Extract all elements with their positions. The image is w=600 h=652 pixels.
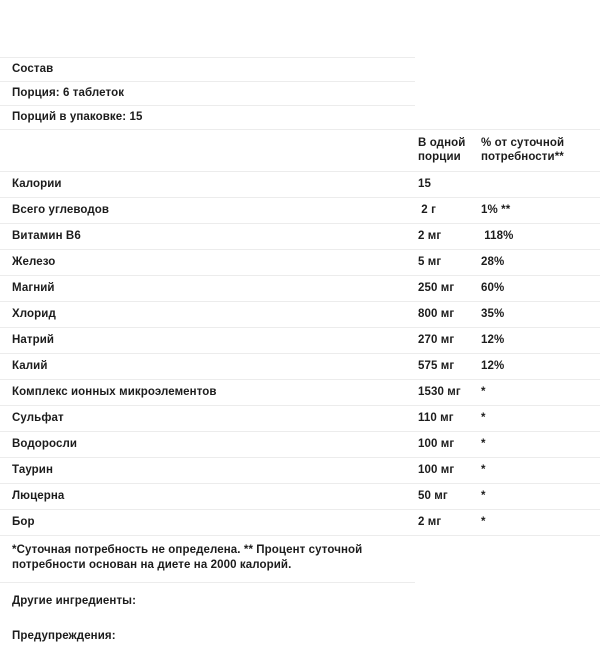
- table-row: [0, 509, 600, 535]
- nutrient-amount: 1530 мг: [418, 386, 461, 398]
- table-row: [0, 457, 600, 483]
- nutrient-amount: 2 г: [418, 204, 436, 216]
- warnings-label: Предупреждения:: [12, 630, 116, 642]
- nutrient-daily-value: *: [481, 412, 486, 424]
- nutrient-name: Витамин B6: [12, 230, 81, 242]
- table-row: [0, 301, 600, 327]
- table-row: [0, 431, 600, 457]
- nutrient-daily-value: 60%: [481, 282, 505, 294]
- summary-row-servings-per-container: [0, 105, 600, 129]
- nutrient-daily-value: 12%: [481, 360, 505, 372]
- nutrient-name: Железо: [12, 256, 56, 268]
- table-row: [0, 405, 600, 431]
- table-header-row: [0, 129, 600, 171]
- warnings-row: [0, 617, 600, 652]
- nutrient-name: Бор: [12, 516, 35, 528]
- table-header-amount: В одной порции: [418, 137, 466, 163]
- nutrient-amount: 100 мг: [418, 438, 455, 450]
- nutrient-name: Натрий: [12, 334, 55, 346]
- nutrient-amount: 110 мг: [418, 412, 454, 424]
- nutrient-amount: 100 мг: [418, 464, 455, 476]
- summary-label: Порция: 6 таблеток: [12, 87, 125, 99]
- table-header-daily-value: % от суточной потребности**: [481, 137, 565, 163]
- nutrient-daily-value: 35%: [481, 308, 505, 320]
- summary-row-serving-size: [0, 81, 600, 105]
- other-ingredients-label: Другие ингредиенты:: [12, 595, 137, 607]
- nutrient-name: Люцерна: [12, 490, 65, 502]
- nutrient-name: Хлорид: [12, 308, 56, 320]
- table-row: [0, 197, 600, 223]
- nutrient-amount: 15: [418, 178, 431, 190]
- table-row: [0, 379, 600, 405]
- nutrient-amount: 270 мг: [418, 334, 455, 346]
- nutrient-name: Сульфат: [12, 412, 64, 424]
- extra-section: [0, 582, 600, 652]
- nutrient-name: Водоросли: [12, 438, 78, 450]
- nutrient-daily-value: *: [481, 516, 486, 528]
- nutrient-daily-value: 28%: [481, 256, 505, 268]
- nutrient-amount: 575 мг: [418, 360, 455, 372]
- summary-row-composition: [0, 57, 600, 81]
- summary-label: Состав: [12, 63, 54, 75]
- nutrition-table: [0, 129, 600, 535]
- nutrient-amount: 2 мг: [418, 230, 442, 242]
- nutrient-name: Калории: [12, 178, 62, 190]
- table-row: [0, 171, 600, 197]
- table-row: [0, 275, 600, 301]
- nutrient-name: Всего углеводов: [12, 204, 110, 216]
- footnote-text: *Суточная потребность не определена. ** Процент суточной потребности основан на диете на 2000 калорий.: [12, 544, 363, 571]
- nutrient-amount: 5 мг: [418, 256, 442, 268]
- nutrient-daily-value: *: [481, 386, 486, 398]
- table-row: [0, 223, 600, 249]
- summary-section: [0, 57, 600, 129]
- table-row: [0, 327, 600, 353]
- nutrient-name: Таурин: [12, 464, 54, 476]
- table-row: [0, 483, 600, 509]
- nutrient-daily-value: 12%: [481, 334, 505, 346]
- nutrient-daily-value: 118%: [481, 230, 514, 242]
- summary-label: Порций в упаковке: 15: [12, 111, 143, 123]
- nutrient-daily-value: *: [481, 438, 486, 450]
- nutrient-amount: 250 мг: [418, 282, 455, 294]
- nutrient-name: Комплекс ионных микроэлементов: [12, 386, 217, 398]
- daily-value-footnote: [0, 535, 600, 582]
- table-row: [0, 249, 600, 275]
- nutrient-daily-value: *: [481, 490, 486, 502]
- nutrient-daily-value: *: [481, 464, 486, 476]
- table-row: [0, 353, 600, 379]
- nutrient-amount: 2 мг: [418, 516, 442, 528]
- nutrient-amount: 50 мг: [418, 490, 448, 502]
- nutrient-amount: 800 мг: [418, 308, 455, 320]
- nutrient-daily-value: 1% **: [481, 204, 511, 216]
- nutrient-name: Магний: [12, 282, 55, 294]
- nutrient-name: Калий: [12, 360, 48, 372]
